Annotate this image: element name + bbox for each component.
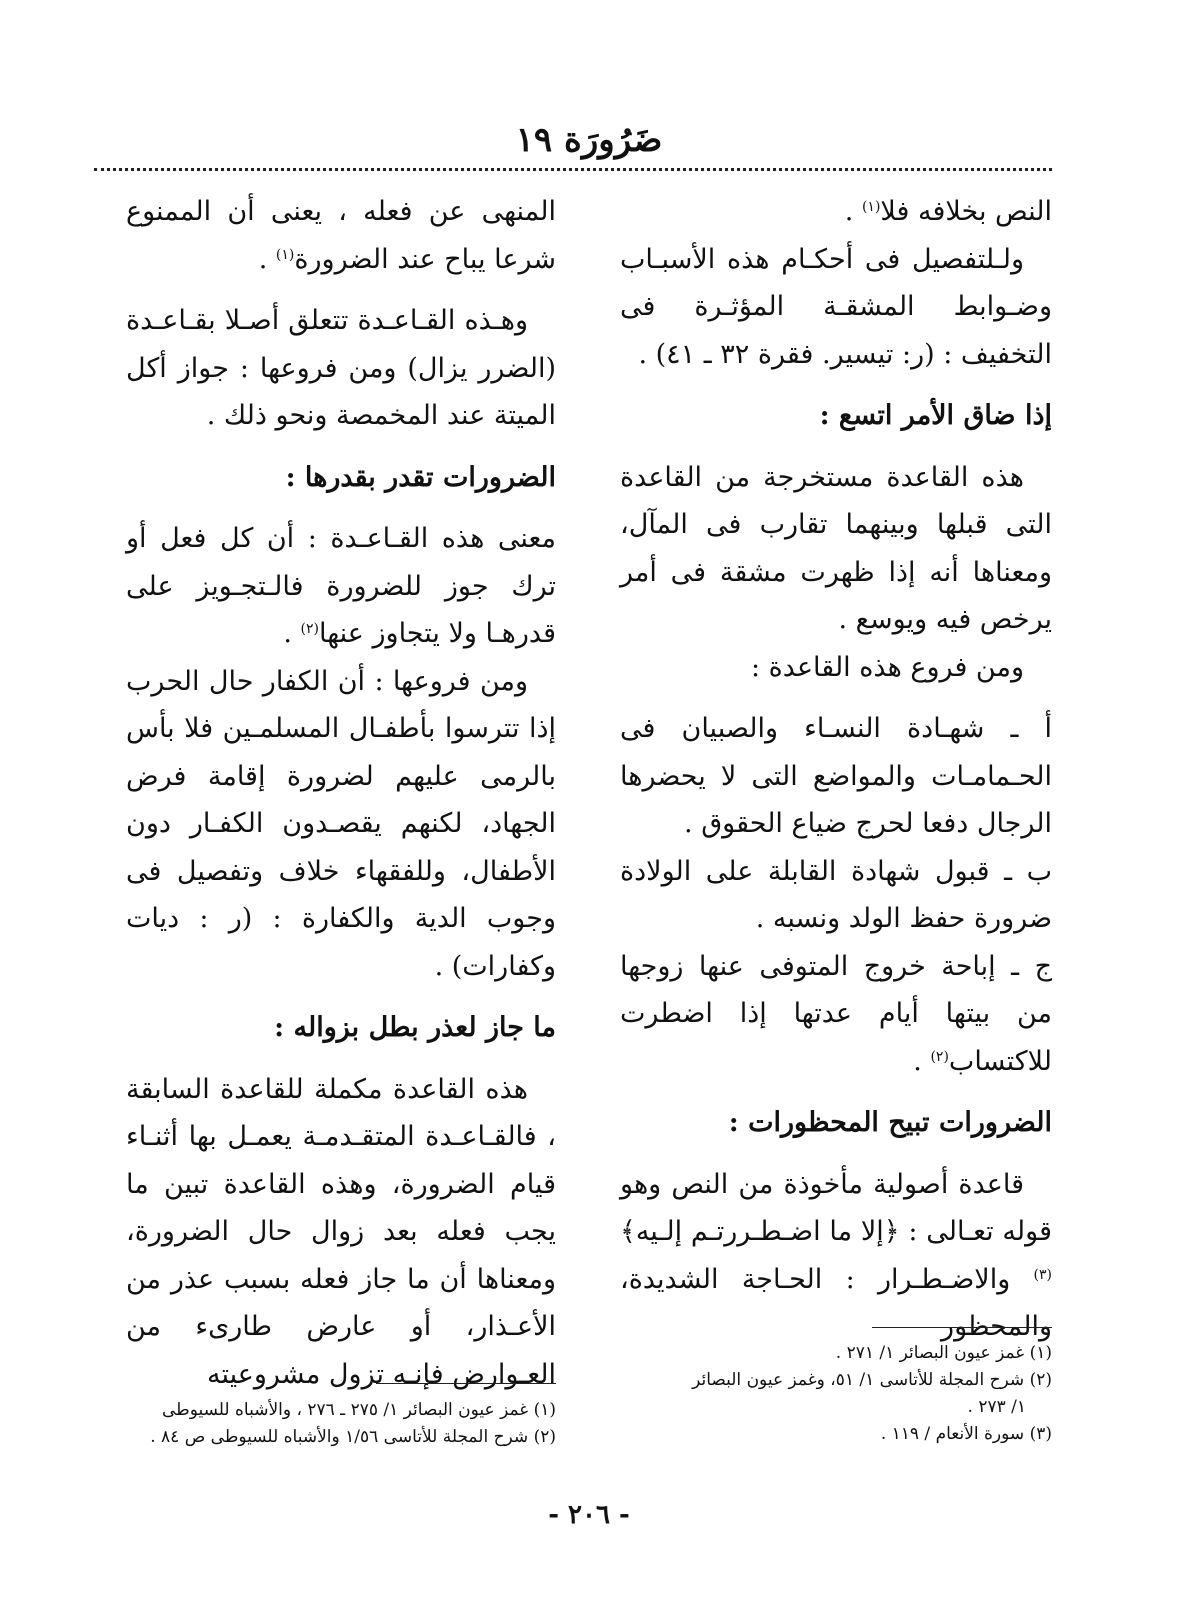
paragraph-text: والاضـطـرار : الحـاجة الشديدة، والمحظور [620,1263,1052,1342]
section-heading: الضرورات تقدر بقدرها : [285,461,556,493]
paragraph-text: النص بخلافه فلا [880,196,1052,227]
footnote-marker: (١) [861,199,881,215]
left-column [126,188,556,1398]
paragraph: وهـذه القـاعـدة تتعلق أصـلا بقـاعـدة (الضرر يزال) ومن فروعها : جواز أكل الميتة عند المخمصة ونحو ذلك . [126,305,556,431]
list-item-a: أ ـ شهـادة النسـاء والصبيان فى الحـمامـات والمواضع التى لا يحضرها الرجال دفعا لحرج ضياع الحقوق . [620,713,1052,839]
footnote: (١) غمز عيون البصائر ١/ ٢٧٥ ـ ٢٧٦ ، والأشباه للسيوطى [162,1400,556,1420]
footnote-marker: (١) [275,246,295,263]
paragraph-end: . [283,618,301,649]
footnotes-left [126,1397,556,1451]
paragraph-end: . [844,196,862,227]
footnote: (٢) شرح المجلة للأتاسى ١/٥٦ والأشباه للسيوطى ص ٨٤ . [150,1427,556,1447]
paragraph-text: قاعدة أصولية مأخوذة من النص وهو قوله تعـالى : ﴿إلا ما اضـطـررتـم إلـيه﴾ [620,1168,1052,1247]
paragraph-end: . [258,243,276,275]
footnote-separator [376,1383,556,1384]
paragraph [620,188,1052,236]
paragraph: ولـلتفصيل فى أحكـام هذه الأسبـاب وضـوابط المشقـة المؤثـرة فى التخفيف : (ر: تيسير. فقرة ٣٢ ـ ٤١) . [620,243,1052,370]
header-dotted-rule [94,168,1052,171]
footnote [620,1367,1052,1421]
paragraph [126,188,556,283]
section-heading: إذا ضاق الأمر اتسع : [819,400,1052,431]
paragraph: ومن فروع هذه القاعدة : [750,651,1024,683]
footnote-marker: (٣) [1033,1266,1052,1283]
footnote-text: (٢) شرح المجلة للأتاسى ١/ ٥١، وغمز عيون البصائر [692,1370,1052,1390]
footnote-marker: (٢) [300,621,319,637]
list-item-b: ب ـ قبول شهادة القابلة على الولادة ضرورة حفظ الولد ونسبه . [620,855,1052,934]
right-column [620,188,1052,1351]
list-item-c [620,943,1052,1086]
footnote-marker: (٢) [930,1048,949,1065]
footnote: (٣) سورة الأنعام / ١١٩ . [880,1424,1052,1444]
section-heading: ما جاز لعذر بطل بزواله : [274,1012,556,1043]
footnotes-right [620,1340,1052,1448]
paragraph [620,1161,1052,1351]
list-item-end: . [913,1045,931,1077]
paragraph: ومن فروعها : أن الكفار حال الحرب إذا تترسوا بأطفـال المسلمـين فلا بأس بالرمى عليهم لضرورة إقامة فرض الجهاد، لكنهم يقصـدون الكفـار دون الأطفال، وللفقهاء خلاف وتفصيل فى وجوب الدية والكفارة : (ر : ديات وكفارات) . [126,665,556,982]
paragraph: هذه القاعدة مستخرجة من القاعدة التى قبلها وبينهما تقارب فى المآل، ومعناها أنه إذا ظهرت مشقة فى أمر يرخص فيه ويوسع . [620,461,1052,635]
paragraph [126,515,556,658]
footnote: (١) غمز عيون البصائر ١/ ٢٧١ . [835,1343,1052,1363]
page-number: - ٢٠٦ - [548,1500,630,1530]
paragraph-text: المنهى عن فعله ، يعنى أن الممنوع شرعا يباح عند الضرورة [126,196,556,275]
list-item-text: ج ـ إباحة خروج المتوفى عنها زوجها من بيتها أيام عدتها إذا اضطرت للاكتساب [620,950,1052,1077]
section-heading: الضرورات تبيح المحظورات : [728,1107,1052,1138]
paragraph: هذه القاعدة مكملة للقاعدة السابقة ، فالقـاعـدة المتقـدمـة يعمـل بها أثنـاء قيام الضرورة، وهذه القاعدة تبين ما يجب فعله بعد زوال حال الضرورة، ومعناها أن ما جاز فعله بسبب عذر من الأعـذار، أو عارض طارىء من العـوارض فإنـه تزول مشروعيته [126,1073,556,1390]
footnote-continuation: ١/ ٢٧٣ . [967,1397,1026,1417]
footnote-separator [872,1327,1052,1328]
running-title: ضَرُورَة ١٩ [515,120,663,160]
paragraph-text: معنى هذه القـاعـدة : أن كل فعل أو ترك جوز للضرورة فالـتجـويز على قدرهـا ولا يتجاوز عنها [126,523,556,649]
